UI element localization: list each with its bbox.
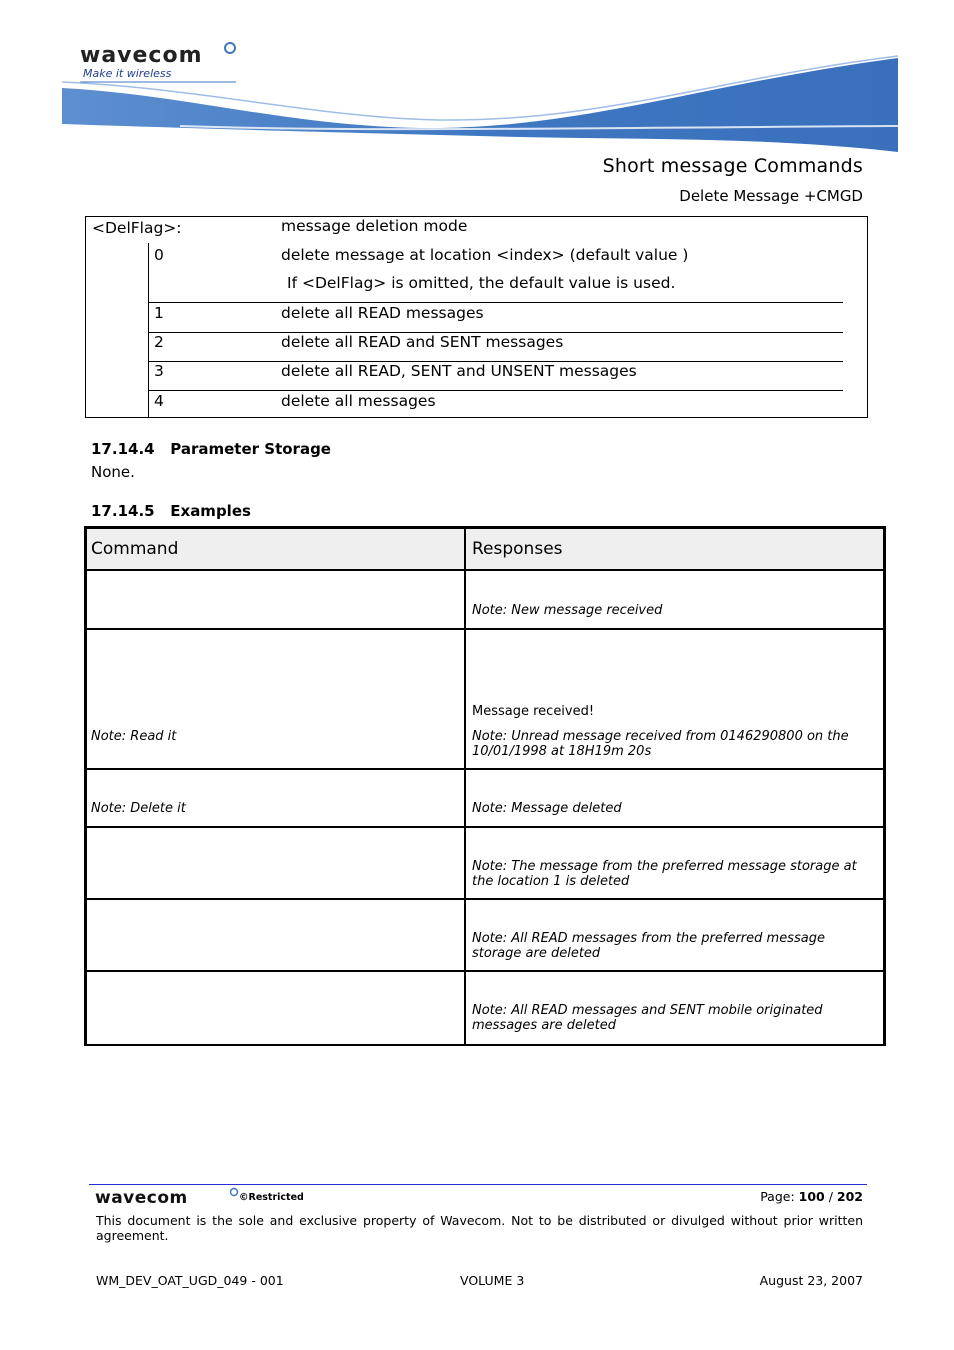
section-subtitle: Delete Message +CMGD bbox=[679, 187, 863, 205]
command-note: Note: Delete it bbox=[91, 801, 186, 816]
wavecom-footer-logo bbox=[95, 1187, 240, 1207]
restricted-label: ©Restricted bbox=[239, 1192, 304, 1203]
response-note: Note: Unread message received from 0146290800 on the 10/01/1998 at 18H19m 20s bbox=[472, 729, 849, 759]
param-value: 4 bbox=[154, 392, 164, 410]
param-value-text: delete all READ messages bbox=[281, 304, 484, 322]
command-note: Note: Read it bbox=[91, 729, 177, 744]
param-value-text: delete message at location <index> (default value ) bbox=[281, 246, 689, 264]
param-value: 3 bbox=[154, 362, 164, 380]
footer-rule bbox=[89, 1184, 867, 1185]
parameter-storage-heading bbox=[91, 440, 331, 458]
page-number: Page: 100 / 202 bbox=[760, 1189, 863, 1204]
logo-swirl-icon bbox=[225, 43, 235, 53]
logo-tagline: Make it wireless bbox=[83, 67, 172, 80]
param-value: 1 bbox=[154, 304, 164, 322]
document-date: August 23, 2007 bbox=[759, 1273, 863, 1288]
document-id: WM_DEV_OAT_UGD_049 - 001 bbox=[96, 1273, 284, 1288]
heading-number: 17.14.5 bbox=[91, 502, 155, 520]
param-value-text: delete all READ and SENT messages bbox=[281, 333, 564, 351]
param-value-text: delete all messages bbox=[281, 392, 436, 410]
response-note: Note: The message from the preferred message storage at the location 1 is deleted bbox=[472, 859, 857, 889]
heading-title: Parameter Storage bbox=[170, 440, 331, 458]
document-volume: VOLUME 3 bbox=[460, 1273, 525, 1288]
examples-heading bbox=[91, 502, 251, 520]
logo-wordmark: wavecom bbox=[80, 43, 203, 68]
heading-number: 17.14.4 bbox=[91, 440, 155, 458]
param-value: 2 bbox=[154, 333, 164, 351]
param-value-text: delete all READ, SENT and UNSENT messages bbox=[281, 362, 637, 380]
param-name: <DelFlag>: bbox=[92, 219, 182, 237]
response-note: Note: Message deleted bbox=[472, 801, 622, 816]
response-note: Note: New message received bbox=[472, 603, 663, 618]
examples-table bbox=[84, 526, 886, 1046]
footer-wordmark: wavecom bbox=[95, 1188, 188, 1207]
heading-title: Examples bbox=[170, 502, 251, 520]
footer-swirl-icon bbox=[231, 1189, 238, 1196]
response-note: Note: All READ messages from the preferred message storage are deleted bbox=[472, 931, 825, 961]
footer-disclaimer: This document is the sole and exclusive property of Wavecom. Not to be distributed or divulged without prior written agreement. bbox=[96, 1213, 863, 1243]
response-text: Message received! bbox=[472, 704, 595, 719]
column-header-command: Command bbox=[91, 539, 179, 559]
param-description: message deletion mode bbox=[281, 217, 468, 235]
section-title: Short message Commands bbox=[602, 155, 863, 177]
parameter-storage-body: None. bbox=[91, 463, 135, 481]
param-value: 0 bbox=[154, 246, 164, 264]
response-note: Note: All READ messages and SENT mobile originated messages are deleted bbox=[472, 1003, 823, 1033]
param-value-extra: If <DelFlag> is omitted, the default value is used. bbox=[287, 274, 676, 292]
parameter-table bbox=[85, 216, 868, 418]
header-wave-graphic bbox=[60, 54, 900, 154]
column-header-responses: Responses bbox=[472, 539, 563, 559]
